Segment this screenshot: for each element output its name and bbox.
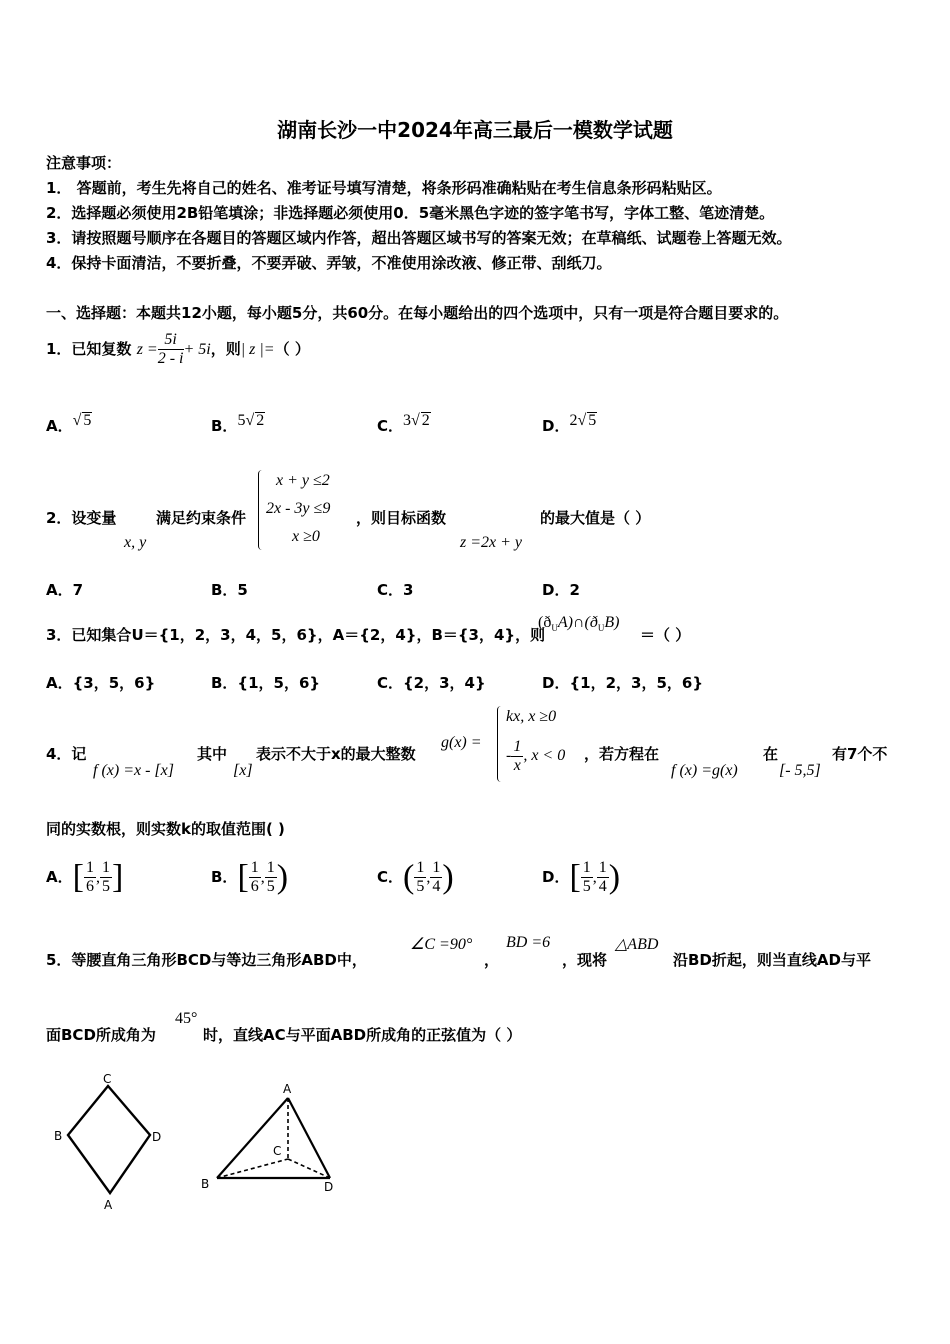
label-b: B xyxy=(201,1177,210,1191)
label-c: C xyxy=(103,1072,112,1086)
q2-option-d: D．2 xyxy=(542,581,580,599)
q2-mid2: ，则目标函数 xyxy=(356,509,447,527)
q4-mid5: 有7个不 xyxy=(832,745,888,763)
q4-interval: [- 5,5] xyxy=(779,762,821,779)
q5-angle: ∠C =90° xyxy=(410,936,473,953)
q2-brace xyxy=(258,470,265,550)
q3-option-c: C．{2，3，4} xyxy=(377,674,486,692)
q2-target: z =2x + y xyxy=(460,534,523,551)
q3-option-b: B．{1，5，6} xyxy=(211,674,321,692)
q1-prefix: 1．已知复数 xyxy=(46,340,132,358)
q1-option-c: C．3√ 2 xyxy=(377,412,430,435)
label-b: B xyxy=(54,1129,63,1143)
q4-f-def: f (x) =x - [x] xyxy=(93,762,174,779)
notice-item-3: 3．请按照题号顺序在各题目的答题区域内作答，超出答题区域书写的答案无效；在草稿纸、试题卷上答题无效。 xyxy=(46,229,792,247)
q4-g-case-1: kx, x ≥0 xyxy=(506,708,557,725)
q3-suffix: ＝（ ） xyxy=(640,626,691,644)
q5-line2-b: 时，直线AC与平面ABD所成角的正弦值为（ ） xyxy=(203,1026,522,1044)
edge-ad xyxy=(288,1098,330,1178)
q2-vars: x, y xyxy=(124,534,147,551)
q4-mid3: ，若方程在 xyxy=(584,745,660,763)
q5-degree: 45° xyxy=(175,1010,198,1027)
q2-mid: 满足约束条件 xyxy=(156,509,247,527)
q2-constraint-1: x + y ≤2 xyxy=(276,472,330,489)
figure-square-bcd xyxy=(50,1065,175,1215)
question-1 xyxy=(46,330,310,369)
label-d: D xyxy=(324,1180,334,1194)
q5-triangle: △ABD xyxy=(615,936,659,953)
notice-item-4: 4．保持卡面清洁，不要折叠，不要弄破、弄皱，不准使用涂改液、修正带、刮纸刀。 xyxy=(46,254,612,272)
q1-paren: （ ） xyxy=(274,340,310,358)
label-c: C xyxy=(273,1144,282,1158)
q2-option-b: B．5 xyxy=(211,581,248,599)
q2-suffix: 的最大值是（ ） xyxy=(540,509,651,527)
q4-g-def: g(x) = xyxy=(441,734,482,751)
q4-option-b: B．[ $\frac{1}{6}$ , $\frac{1}{5}$ ) xyxy=(211,858,289,896)
q4-mid1: 其中 xyxy=(197,745,228,763)
notice-item-2: 2．选择题必须使用2B铅笔填涂；非选择题必须使用0．5毫米黑色字迹的签字笔书写，字体工整、笔迹清楚。 xyxy=(46,204,775,222)
q5-line2-a: 面BCD所成角为 xyxy=(46,1026,156,1044)
q4-mid2: 表示不大于x的最大整数 xyxy=(256,745,416,763)
q5-bd: BD =6 xyxy=(506,934,551,951)
edge-ab xyxy=(217,1098,288,1178)
q2-constraint-2: 2x - 3y ≤9 xyxy=(266,500,331,517)
edge-bc xyxy=(217,1159,288,1178)
q1-option-d: D．2√ 5 xyxy=(542,412,597,435)
figure-tetrahedron xyxy=(195,1075,345,1200)
q1-plus: + 5i xyxy=(183,341,211,358)
notice-heading: 注意事项： xyxy=(46,154,122,172)
q4-equation: f (x) =g(x) xyxy=(671,762,738,779)
q2-prefix: 2．设变量 xyxy=(46,509,117,527)
square-outline xyxy=(68,1086,150,1193)
q1-z-eq: z = xyxy=(136,341,158,358)
edge-cd xyxy=(288,1159,330,1178)
label-a: A xyxy=(104,1198,113,1212)
q1-abs: | z |= xyxy=(240,341,275,358)
q1-option-a: A．√ 5 xyxy=(46,412,92,435)
notice-item-1: 1． 答题前，考生先将自己的姓名、准考证号填写清楚，将条形码准确粘贴在考生信息条形码粘贴区。 xyxy=(46,179,722,197)
q4-prefix: 4．记 xyxy=(46,745,87,763)
page-title: 湖南长沙一中2024年高三最后一模数学试题 xyxy=(277,118,673,142)
section-heading: 一、选择题：本题共12小题，每小题5分，共60分。在每小题给出的四个选项中，只有一项是符合题目要求的。 xyxy=(46,304,789,322)
q4-bracket: [x] xyxy=(233,762,253,779)
q4-line2: 同的实数根，则实数k的取值范围( ) xyxy=(46,820,285,838)
q5-mid: ，现将 xyxy=(562,951,608,969)
q4-mid4: 在 xyxy=(763,745,779,763)
q3-option-d: D．{1，2，3，5，6} xyxy=(542,674,703,692)
q2-option-a: A．7 xyxy=(46,581,84,599)
q4-option-c: C．( $\frac{1}{5}$ , $\frac{1}{4}$ ) xyxy=(377,858,454,896)
q3-complement-expr: $(ð_UA)\cap(ð_UB)$ xyxy=(538,614,620,634)
question-3: 3．已知集合U＝{1，2，3，4，5，6}，A＝{2，4}，B＝{3，4}，则 xyxy=(46,626,546,644)
q5-prefix: 5．等腰直角三角形BCD与等边三角形ABD中， xyxy=(46,951,367,969)
q4-g-case-2: - $\frac{1}{x}$ , x < 0 xyxy=(506,738,566,774)
q5-comma: ， xyxy=(484,951,500,969)
q1-fraction: $\frac{5i}{2 - i}$ xyxy=(157,331,184,367)
q3-option-a: A．{3，5，6} xyxy=(46,674,156,692)
q4-brace xyxy=(497,706,504,782)
q2-option-c: C．3 xyxy=(377,581,414,599)
q5-suffix: 沿BD折起，则当直线AD与平 xyxy=(673,951,871,969)
q1-suffix: ，则 xyxy=(210,340,241,358)
q4-option-d: D．[ $\frac{1}{5}$ , $\frac{1}{4}$ ) xyxy=(542,858,621,896)
q2-constraint-3: x ≥0 xyxy=(292,528,320,545)
q4-option-a: A．[ $\frac{1}{6}$ , $\frac{1}{5}$ ] xyxy=(46,858,124,896)
label-d: D xyxy=(152,1130,162,1144)
label-a: A xyxy=(283,1082,292,1096)
q1-option-b: B．5√ 2 xyxy=(211,412,265,435)
